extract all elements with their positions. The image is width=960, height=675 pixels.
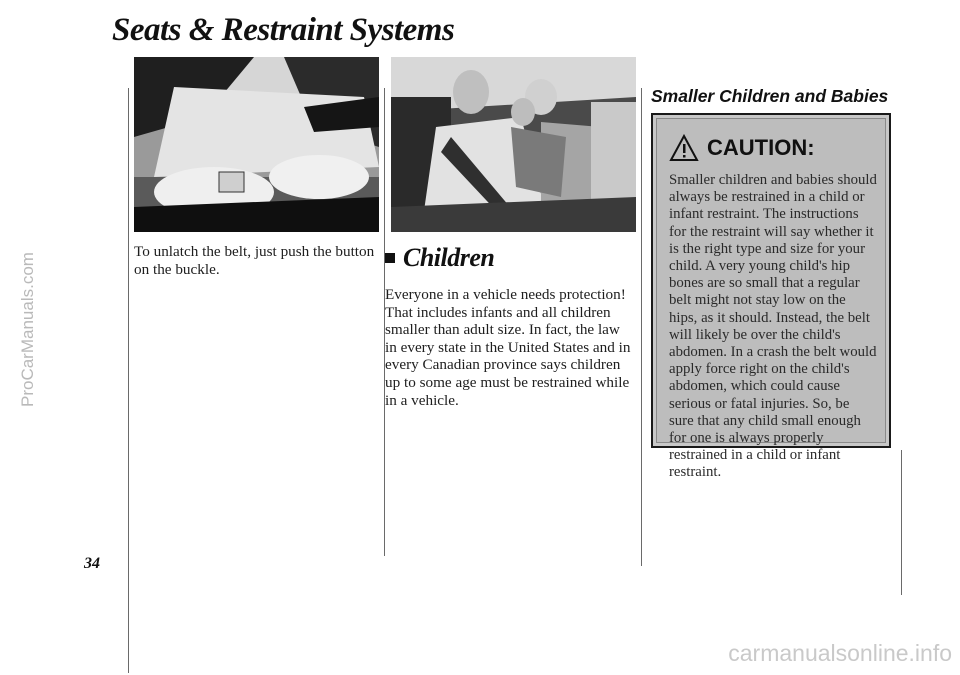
page-number: 34	[84, 555, 100, 572]
column-divider-right	[641, 88, 642, 566]
caution-box	[651, 113, 891, 481]
column-divider-left	[128, 88, 129, 673]
section-heading-text: Children	[403, 243, 495, 272]
caution-title: CAUTION:	[707, 135, 815, 160]
family-in-car-photo	[391, 57, 636, 232]
caution-title-row	[669, 127, 877, 169]
unlatch-instruction-text: To unlatch the belt, just push the button on the buckle.	[134, 243, 375, 278]
column-divider-far-right	[901, 450, 902, 595]
page-title: Seats & Restraint Systems	[112, 12, 455, 48]
belt-buckle-photo	[134, 57, 379, 232]
bullet-square-icon	[385, 253, 395, 263]
belt-buckle-illustration	[134, 57, 379, 232]
bottom-watermark: carmanualsonline.info	[728, 640, 952, 666]
children-paragraph: Everyone in a vehicle needs protection! That includes infants and all children smaller than adult size. In fact, the law in every state in the United States and in every Canadian province says children up to some age must be restrained while in a vehicle.	[385, 286, 631, 409]
section-heading-children	[385, 243, 494, 273]
warning-triangle-icon	[669, 134, 699, 162]
subheading-smaller-children: Smaller Children and Babies	[651, 86, 889, 106]
family-in-car-illustration	[391, 57, 636, 232]
caution-text: Smaller children and babies should always be restrained in a child or infant restraint. The instructions for the restraint will say whether it is the right type and size for your child. A very young child's hip bones are so small that a regular belt might not stay low on the hips, as it should. Instead, the belt will likely be over the child's abdomen. In a crash the belt would apply force right on the child's abdomen, which could cause serious or fatal injuries. So, be sure that any child small enough for one is always properly restrained in a child or infant restraint.	[669, 172, 877, 481]
side-watermark: ProCarManuals.com	[18, 252, 37, 408]
